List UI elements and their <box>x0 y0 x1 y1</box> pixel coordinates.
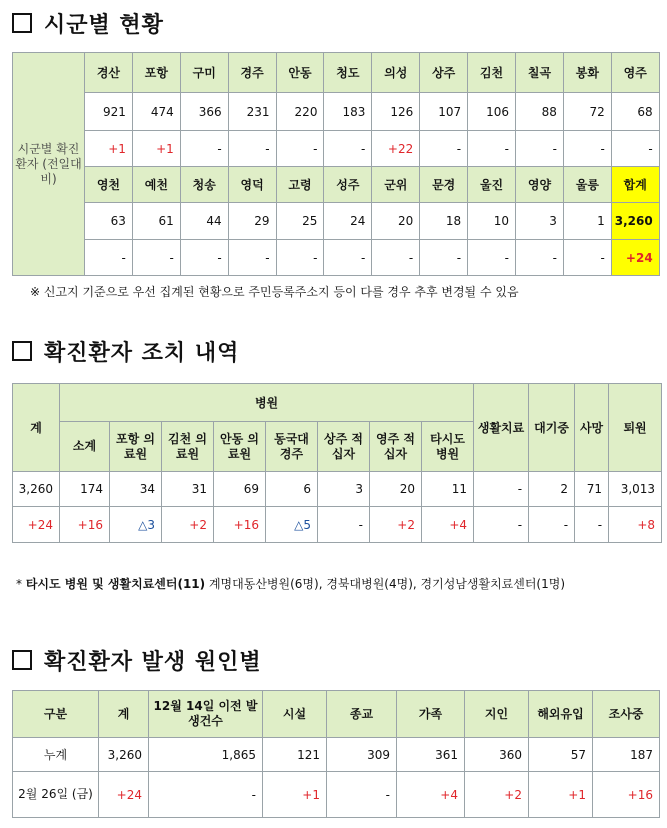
measure-delta: - <box>529 507 575 543</box>
measure-delta: +16 <box>60 507 110 543</box>
region-name: 영주 <box>611 53 659 93</box>
region-count: 18 <box>420 203 468 240</box>
region-count: 44 <box>180 203 228 240</box>
region-name: 영양 <box>516 167 564 203</box>
region-name: 영덕 <box>228 167 276 203</box>
hospital-subheader: 안동 의료원 <box>214 422 266 472</box>
cause-header: 종교 <box>327 691 397 738</box>
region-count: 3 <box>516 203 564 240</box>
note-rest: 계명대동산병원(6명), 경북대병원(4명), 경기성남생활치료센터(1명) <box>208 577 566 591</box>
measure-count: 174 <box>60 472 110 507</box>
note-bold: 타시도 병원 및 생활치료센터(11) <box>25 577 206 591</box>
hospital-subheader: 상주 적십자 <box>318 422 370 472</box>
region-name: 포항 <box>132 53 180 93</box>
section1-title: 시군별 현황 <box>44 13 164 38</box>
region-name: 성주 <box>324 167 372 203</box>
section2-note <box>16 575 565 592</box>
cause-cell: 361 <box>397 738 465 772</box>
cause-table <box>12 690 660 818</box>
region-delta: - <box>180 240 228 276</box>
measure-count: 3,260 <box>13 472 60 507</box>
hospital-subheader: 김천 의료원 <box>162 422 214 472</box>
cause-cell: 1,865 <box>149 738 263 772</box>
cause-row-cumulative <box>13 738 660 772</box>
cause-header: 12월 14일 이전 발생건수 <box>149 691 263 738</box>
region-count: 10 <box>468 203 516 240</box>
cause-delta: - <box>327 772 397 818</box>
hospital-subheader: 타시도 병원 <box>422 422 474 472</box>
region-name: 구미 <box>180 53 228 93</box>
region-delta: - <box>516 240 564 276</box>
region-count: 106 <box>468 93 516 131</box>
region-name: 영천 <box>85 167 133 203</box>
cause-delta: +4 <box>397 772 465 818</box>
region-name: 울릉 <box>563 167 611 203</box>
region-name: 의성 <box>372 53 420 93</box>
measure-delta: +4 <box>422 507 474 543</box>
measure-count: 2 <box>529 472 575 507</box>
region-count: 72 <box>563 93 611 131</box>
hospital-subheader: 동국대 경주 <box>266 422 318 472</box>
cause-header: 구분 <box>13 691 99 738</box>
measure-delta: +2 <box>370 507 422 543</box>
measure-count: 69 <box>214 472 266 507</box>
region-delta: - <box>372 240 420 276</box>
cause-cell: 57 <box>529 738 593 772</box>
measure-delta: - <box>575 507 609 543</box>
region-count: 231 <box>228 93 276 131</box>
measure-count: 34 <box>110 472 162 507</box>
region-delta: - <box>611 131 659 167</box>
checkbox-square-icon <box>12 650 32 670</box>
region-delta: - <box>228 131 276 167</box>
cause-row-today <box>13 772 660 818</box>
h-death: 사망 <box>575 384 609 472</box>
measure-delta: +8 <box>609 507 662 543</box>
section2-title: 확진환자 조치 내역 <box>44 341 240 366</box>
measures-table <box>12 383 662 543</box>
region-count: 24 <box>324 203 372 240</box>
cause-header: 시설 <box>263 691 327 738</box>
measure-count: - <box>474 472 529 507</box>
region-delta: - <box>563 131 611 167</box>
cause-header: 계 <box>99 691 149 738</box>
cause-header: 해외유입 <box>529 691 593 738</box>
region-name: 경산 <box>85 53 133 93</box>
hospital-subheader: 영주 적십자 <box>370 422 422 472</box>
section3-title: 확진환자 발생 원인별 <box>44 650 262 675</box>
region-delta: - <box>420 240 468 276</box>
region-delta: +1 <box>85 131 133 167</box>
region-count: 88 <box>516 93 564 131</box>
region-count: 220 <box>276 93 324 131</box>
region-name: 합계 <box>611 167 659 203</box>
region-name: 칠곡 <box>516 53 564 93</box>
cause-delta: +1 <box>263 772 327 818</box>
region-name: 청도 <box>324 53 372 93</box>
region-name: 경주 <box>228 53 276 93</box>
region-name: 김천 <box>468 53 516 93</box>
cause-delta: +2 <box>465 772 529 818</box>
region-count: 107 <box>420 93 468 131</box>
region-row <box>13 203 660 240</box>
region-count: 1 <box>563 203 611 240</box>
measure-delta: - <box>318 507 370 543</box>
region-count: 25 <box>276 203 324 240</box>
cause-cell: 121 <box>263 738 327 772</box>
region-row <box>13 53 660 93</box>
cause-cell: 360 <box>465 738 529 772</box>
h-hospital: 병원 <box>60 384 474 422</box>
region-count: 20 <box>372 203 420 240</box>
region-name: 고령 <box>276 167 324 203</box>
region-delta: - <box>516 131 564 167</box>
measure-delta: +2 <box>162 507 214 543</box>
region-delta: - <box>276 240 324 276</box>
region-name: 군위 <box>372 167 420 203</box>
h-waiting: 대기중 <box>529 384 575 472</box>
region-name: 예천 <box>132 167 180 203</box>
measure-delta: △3 <box>110 507 162 543</box>
measure-count: 11 <box>422 472 474 507</box>
measure-count: 31 <box>162 472 214 507</box>
region-name: 울진 <box>468 167 516 203</box>
measure-count: 71 <box>575 472 609 507</box>
measure-count: 3,013 <box>609 472 662 507</box>
cause-cell: 누계 <box>13 738 99 772</box>
region-count: 63 <box>85 203 133 240</box>
cause-header-row <box>13 691 660 738</box>
h-living: 생활치료 <box>474 384 529 472</box>
region-status-table <box>12 52 660 276</box>
cause-date-label: 2월 26일 (금) <box>13 772 99 818</box>
measure-delta: △5 <box>266 507 318 543</box>
hospital-subheader: 포항 의료원 <box>110 422 162 472</box>
checkbox-square-icon <box>12 341 32 361</box>
cause-header: 조사중 <box>593 691 660 738</box>
region-count: 29 <box>228 203 276 240</box>
measure-count: 20 <box>370 472 422 507</box>
region-delta: - <box>180 131 228 167</box>
cause-cell: 309 <box>327 738 397 772</box>
region-delta: - <box>563 240 611 276</box>
region-count: 366 <box>180 93 228 131</box>
section1-heading <box>12 8 164 39</box>
region-count: 474 <box>132 93 180 131</box>
region-delta: - <box>228 240 276 276</box>
cause-header: 지인 <box>465 691 529 738</box>
cause-delta: +1 <box>529 772 593 818</box>
measure-delta: +24 <box>13 507 60 543</box>
side-label: 시군별 확진환자 (전일대비) <box>13 53 85 276</box>
region-delta: +24 <box>611 240 659 276</box>
measure-count: 3 <box>318 472 370 507</box>
measure-delta: - <box>474 507 529 543</box>
section2-heading <box>12 336 239 367</box>
region-count: 61 <box>132 203 180 240</box>
region-count: 3,260 <box>611 203 659 240</box>
cause-cell: 187 <box>593 738 660 772</box>
region-row <box>13 167 660 203</box>
region-name: 상주 <box>420 53 468 93</box>
region-delta: - <box>420 131 468 167</box>
measure-count: 6 <box>266 472 318 507</box>
region-delta: +22 <box>372 131 420 167</box>
region-delta: - <box>85 240 133 276</box>
cause-cell: 3,260 <box>99 738 149 772</box>
region-delta: - <box>132 240 180 276</box>
region-name: 안동 <box>276 53 324 93</box>
region-delta: - <box>468 131 516 167</box>
checkbox-square-icon <box>12 13 32 33</box>
section3-heading <box>12 645 262 676</box>
region-delta: - <box>276 131 324 167</box>
note-star: * <box>16 577 22 591</box>
region-name: 봉화 <box>563 53 611 93</box>
cause-delta: - <box>149 772 263 818</box>
region-delta: - <box>324 131 372 167</box>
cause-delta: +16 <box>593 772 660 818</box>
h-total: 계 <box>13 384 60 472</box>
region-count: 126 <box>372 93 420 131</box>
region-name: 청송 <box>180 167 228 203</box>
region-delta: - <box>468 240 516 276</box>
measure-delta: +16 <box>214 507 266 543</box>
region-delta: +1 <box>132 131 180 167</box>
region-row <box>13 131 660 167</box>
region-name: 문경 <box>420 167 468 203</box>
region-row <box>13 240 660 276</box>
region-count: 68 <box>611 93 659 131</box>
region-row <box>13 93 660 131</box>
cause-header: 가족 <box>397 691 465 738</box>
region-count: 183 <box>324 93 372 131</box>
cause-delta: +24 <box>99 772 149 818</box>
region-count: 921 <box>85 93 133 131</box>
hospital-subheader: 소계 <box>60 422 110 472</box>
section1-note: ※ 신고지 기준으로 우선 집계된 현황으로 주민등록주소지 등이 다를 경우 추후 변경될 수 있음 <box>30 285 519 299</box>
region-delta: - <box>324 240 372 276</box>
h-discharge: 퇴원 <box>609 384 662 472</box>
